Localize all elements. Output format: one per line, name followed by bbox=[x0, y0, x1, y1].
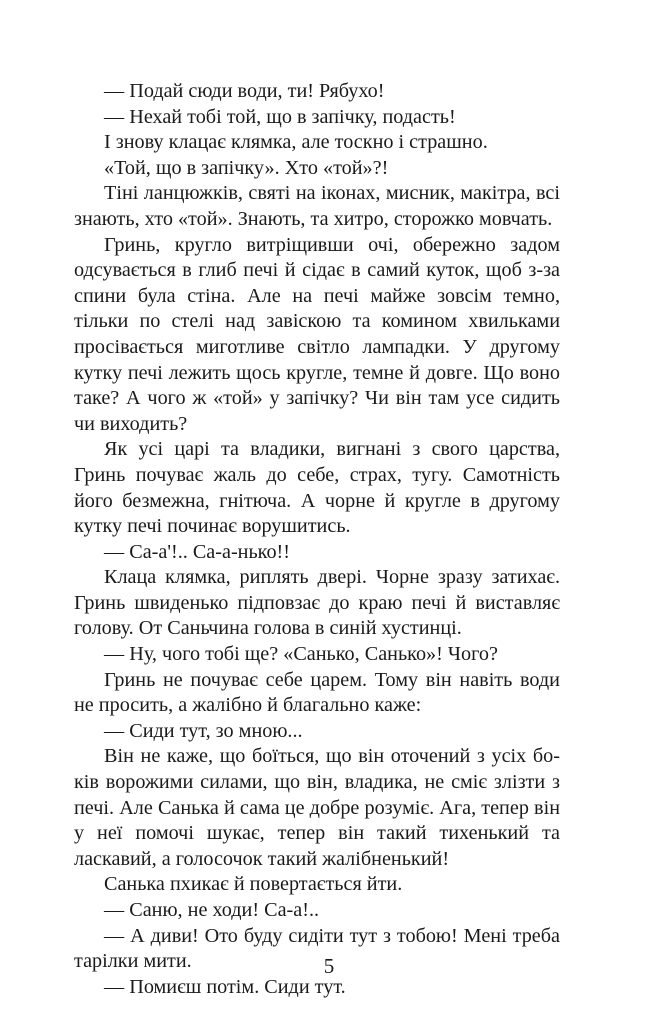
paragraph: — Саню, не ходи! Са-а!.. bbox=[104, 899, 320, 921]
body-text bbox=[74, 79, 560, 1000]
paragraph: Санька пхикає й повертається йти. bbox=[104, 873, 403, 896]
paragraph: — Подай сюди води, ти! Рябухо! bbox=[104, 80, 385, 102]
paragraph: — А диви! Ото буду сидіти тут з тобою! Мені треба тарілки мити. bbox=[74, 924, 560, 973]
paragraph: Клаца клямка, риплять двері. Чорне зразу затихає. Гринь швиденько підповзає до краю печі й виставляє голову. От Саньчина голова в синій хустинці. bbox=[74, 566, 560, 640]
paragraph: — Нехай тобі той, що в запічку, подасть! bbox=[104, 105, 456, 128]
paragraph: Як усі царі та владики, вигнані з свого царства, Гринь почуває жаль до себе, страх, тугу. Самотність його безмежна, гнітюча. А чорне й кругле в другому кутку печі починає ворушитись. bbox=[74, 438, 560, 538]
paragraph: — Помиєш потім. Сиди тут. bbox=[104, 975, 346, 998]
paragraph: — Са-а'!.. Са-а-нько!! bbox=[104, 540, 291, 563]
paragraph: — Ну, чого тобі ще? «Санько, Санько»! Чого? bbox=[104, 643, 498, 666]
paragraph: Тіні ланцюжків, святі на іконах, мисник, макітра, всі знають, хто «той». Знають, та хитро, сторожко мовчать. bbox=[74, 182, 560, 230]
paragraph: Він не каже, що боїться, що він оточений з усіх боків ворожими силами, що він, владика, не сміє злізти з печі. Але Санька й сама це добре розуміє. Ага, тепер він у неї помочі шукає, тепер він такий тихенький та ласкавий, а голосочок такий жалібненький! bbox=[74, 745, 560, 870]
paragraph: Гринь, кругло витріщивши очі, обережно задом одсувається в глиб печі й сідає в самий куток, щоб з-за спини була стіна. Але на печі майже зовсім темно, тільки по стелі над завіскою та комином хвильками просівається миготливе світло лампадки. У другому кутку печі лежить щось кругле, темне й довге. Що воно таке? А чого ж «той» у запічку? Чи він там усе сидить чи виходить? bbox=[74, 233, 560, 435]
paragraph: Гринь не почуває себе царем. Тому він навіть води не просить, а жалібно й благально каже: bbox=[74, 668, 560, 717]
paragraph: — Сиди тут, зо мною... bbox=[104, 719, 303, 742]
page-number: 5 bbox=[323, 954, 335, 978]
paragraph: «Той, що в запічку». Хто «той»?! bbox=[104, 156, 389, 179]
paragraph: І знову клацає клямка, але тоскно і страшно. bbox=[104, 131, 488, 154]
